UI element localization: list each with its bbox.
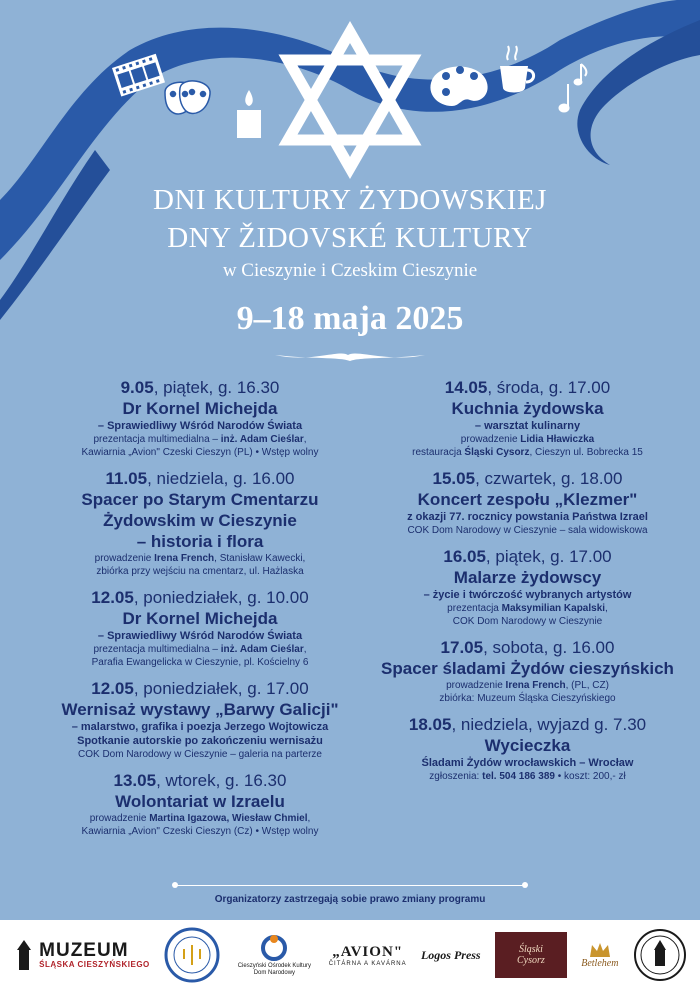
museum-tower-icon [13, 940, 35, 970]
event-date [375, 637, 680, 658]
event-detail-prefix: prowadzenie [94, 553, 155, 564]
cok-logo [234, 933, 314, 977]
logos-press-name: Logos Press [420, 947, 481, 962]
event-date [375, 546, 680, 567]
event-day-time: , środa, g. 17.00 [487, 378, 611, 397]
logos-press-logo [421, 948, 481, 963]
event-date-number: 15.05 [432, 469, 476, 488]
event-detail: COK Dom Narodowy w Cieszynie – galeria na parterze [78, 749, 322, 760]
event-detail-suffix: , (PL, CZ) [565, 680, 609, 691]
event-detail: – Sprawiedliwy Wśród Narodów Świata [97, 630, 303, 642]
event-detail [25, 643, 375, 656]
museum-logo [13, 940, 150, 970]
event-detail-name: Lidia Hławiczka [520, 434, 595, 445]
avion-subname: ČITÁRNA A KAVÁRNA [328, 960, 407, 967]
event-detail: COK Dom Narodowy w Cieszynie – sala widowiskowa [407, 525, 648, 536]
event-date-number: 12.05 [91, 679, 134, 698]
betlehem-name: Betlehem [581, 957, 619, 969]
event-detail: Śladami Żydów wrocławskich – Wrocław [421, 757, 634, 769]
divider-dot-left [172, 882, 178, 888]
event-date [25, 678, 375, 699]
cok-name: Cieszyński Ośrodek Kultury [237, 963, 312, 969]
event-title: Wycieczka [484, 736, 571, 755]
event-day-time: , poniedziałek, g. 10.00 [133, 588, 309, 607]
event-date-number: 12.05 [91, 588, 134, 607]
event-detail-suffix: , [605, 603, 608, 614]
event-block [25, 770, 375, 838]
event-detail: zbiórka przy wejściu na cmentarz, ul. Hażlaska [96, 566, 304, 577]
event-detail-suffix: , [303, 434, 307, 445]
event-detail-suffix: • koszt: 200,- zł [554, 771, 626, 782]
event-detail-name: Maksymilian Kapalski [501, 603, 606, 614]
betlehem-logo [581, 942, 618, 969]
event-date-number: 9.05 [120, 378, 154, 397]
slaski-line-1: Śląski [518, 944, 543, 955]
event-day-time: , sobota, g. 16.00 [483, 638, 615, 657]
candle-icon [237, 90, 261, 138]
event-detail-suffix: , [303, 644, 307, 655]
event-detail: Spotkanie autorskie po zakończeniu wernisażu [77, 735, 323, 747]
subtitle: w Cieszynie i Czeskim Cieszynie [222, 260, 478, 281]
event-day-time: , piątek, g. 17.00 [485, 547, 612, 566]
event-day-time: , niedziela, g. 16.00 [147, 469, 295, 488]
divider-dot-right [522, 882, 528, 888]
event-date-number: 14.05 [444, 378, 488, 397]
event-detail-name: tel. 504 186 389 [482, 771, 555, 782]
event-detail-suffix: , Cieszyn ul. Bobrecka 15 [529, 447, 643, 458]
sponsor-bar [0, 920, 700, 990]
footer-divider [175, 885, 525, 886]
event-day-time: , niedziela, wyjazd g. 7.30 [451, 715, 647, 734]
event-detail-prefix: prowadzenie [446, 680, 506, 691]
church-seal-logo [633, 928, 687, 982]
event-day-time: , poniedziałek, g. 17.00 [133, 679, 309, 698]
cok-swirl-icon [259, 933, 289, 963]
event-detail-prefix: prezentacja [447, 603, 502, 614]
event-detail: Kawiarnia „Avion" Czeski Cieszyn (PL) • Wstęp wolny [81, 447, 319, 458]
event-title: – historia i flora [136, 532, 264, 551]
event-detail: zbiórka: Muzeum Śląska Cieszyńskiego [439, 693, 616, 704]
event-detail: COK Dom Narodowy w Cieszynie [452, 616, 603, 627]
event-date-number: 13.05 [113, 771, 157, 790]
avion-logo [329, 944, 407, 967]
slaski-cysorz-logo [495, 932, 567, 978]
flourish-ornament [270, 345, 430, 365]
event-detail: Kawiarnia „Avion" Czeski Cieszyn (Cz) • Wstęp wolny [81, 826, 319, 837]
event-title: Malarze żydowscy [453, 568, 602, 587]
event-date-number: 16.05 [443, 547, 486, 566]
church-seal-icon [633, 928, 687, 982]
event-date [25, 770, 375, 791]
event-day-time: , wtorek, g. 16.30 [156, 771, 287, 790]
event-block [375, 714, 680, 783]
music-notes-icon [559, 64, 586, 112]
event-detail: – Sprawiedliwy Wśród Narodów Świata [97, 420, 303, 432]
event-detail-name: Śląski Cysorz [464, 447, 530, 458]
event-title: Koncert zespołu „Klezmer" [417, 490, 638, 509]
event-date [375, 468, 680, 489]
event-date [25, 587, 375, 608]
event-title: Dr Kornel Michejda [122, 399, 278, 418]
event-title: Spacer śladami Żydów cieszyńskich [381, 659, 674, 678]
event-date [375, 714, 680, 735]
event-detail-name: Irena French [505, 680, 566, 691]
event-detail-prefix: prowadzenie [89, 813, 150, 824]
event-detail: z okazji 77. rocznicy powstania Państwa Izrael [407, 511, 648, 523]
event-detail-prefix: prezentacja multimedialna – [93, 644, 221, 655]
event-block [25, 377, 375, 459]
society-seal-logo [164, 927, 220, 983]
event-detail-name: Martina Igazowa, Wiesław Chmiel [149, 813, 308, 824]
event-detail-prefix: prezentacja multimedialna – [93, 434, 221, 445]
event-detail: Parafia Ewangelicka w Cieszynie, pl. Kościelny 6 [91, 657, 309, 668]
event-date [25, 377, 375, 398]
event-detail: – malarstwo, grafika i poezja Jerzego Wojtowicza [71, 721, 329, 733]
event-detail-name: Irena French [154, 553, 215, 564]
theatre-masks-icon [165, 81, 210, 114]
event-detail [375, 679, 680, 692]
event-block [25, 587, 375, 669]
event-detail [25, 433, 375, 446]
event-detail [375, 433, 680, 446]
event-detail [25, 552, 375, 565]
cok-subname: Dom Narodowy [253, 970, 296, 976]
slaski-line-2: Cysorz [517, 955, 545, 966]
event-block [375, 468, 680, 537]
event-title: Spacer po Starym Cmentarzu [81, 490, 319, 509]
event-block [25, 678, 375, 761]
event-date [375, 377, 680, 398]
event-detail-name: inż. Adam Cieślar [220, 434, 304, 445]
event-detail [25, 812, 375, 825]
event-date [25, 468, 375, 489]
avion-name: „AVION" [332, 943, 404, 960]
event-block [375, 546, 680, 628]
event-detail-prefix: zgłoszenia: [429, 771, 483, 782]
crown-icon [589, 942, 611, 958]
events-column-left [25, 377, 375, 847]
museum-subname: ŚLĄSKA CIESZYŃSKIEGO [39, 960, 150, 969]
event-detail-prefix: prowadzenie [460, 434, 521, 445]
event-detail-name: inż. Adam Cieślar [220, 644, 304, 655]
festival-dates: 9–18 maja 2025 [236, 300, 464, 337]
event-date-number: 11.05 [105, 469, 148, 488]
event-detail [375, 446, 680, 459]
event-block [375, 377, 680, 459]
event-day-time: , czwartek, g. 18.00 [475, 469, 623, 488]
event-detail [375, 602, 680, 615]
event-title: Dr Kornel Michejda [122, 609, 278, 628]
seal-icon [164, 927, 220, 983]
title-polish: DNI KULTURY ŻYDOWSKIEJ [153, 184, 547, 216]
event-detail [375, 770, 680, 783]
paint-palette-icon [430, 66, 487, 106]
title-czech: DNY ŽIDOVSKÉ KULTURY [167, 222, 533, 254]
event-block [25, 468, 375, 578]
museum-name: MUZEUM [39, 940, 129, 961]
event-date-number: 18.05 [408, 715, 452, 734]
event-title: Żydowskim w Cieszynie [103, 511, 297, 530]
event-detail-suffix: , Stanisław Kawecki, [214, 553, 306, 564]
event-detail: – życie i twórczość wybranych artystów [423, 589, 632, 601]
event-day-time: , piątek, g. 16.30 [153, 378, 280, 397]
events-column-right [375, 377, 680, 792]
event-block [375, 637, 680, 705]
event-title: Wernisaż wystawy „Barwy Galicji" [61, 700, 339, 719]
footer-note: Organizatorzy zastrzegają sobie prawo zmiany programu [214, 894, 486, 905]
event-title: Wolontariat w Izraelu [115, 792, 285, 811]
event-detail-suffix: , [307, 813, 311, 824]
event-date-number: 17.05 [440, 638, 484, 657]
event-detail: – warsztat kulinarny [474, 420, 581, 432]
event-detail-prefix: restauracja [412, 447, 465, 458]
event-title: Kuchnia żydowska [451, 399, 604, 418]
